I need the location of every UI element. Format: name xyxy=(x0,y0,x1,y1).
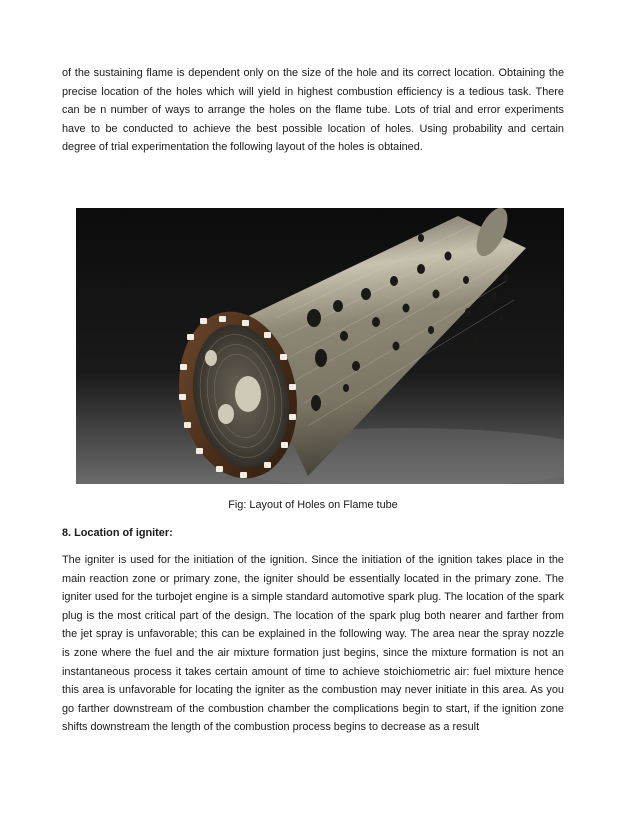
section-heading: 8. Location of igniter: xyxy=(62,527,173,539)
body-paragraph-1: of the sustaining flame is dependent only on the size of the hole and its correct location. Obtaining the precise location of the holes which will yield in highest combustion efficiency is a tedious task. There can be n number of ways to arrange the holes on the flame tube. Lots of trial and error experiments have to be conducted to achieve the best possible location of holes. Using probability and certain degree of trial experimentation the following layout of the holes is obtained. xyxy=(62,67,564,154)
body-paragraph-2: The igniter is used for the initiation of the ignition. Since the initiation of the ignition takes place in the main reaction zone or primary zone, the igniter should be essentially located in the primary zone. The igniter used for the turbojet engine is a simple standard automotive spark plug. The location of the spark plug is the most critical part of the design. The location of the spark plug both nearer and farther from the jet spray is unfavorable; this can be explained in the following way. The area near the spray nozzle is zone where the fuel and the air mixture formation just begins, since the mixture formation is not an instantaneous process it takes certain amount of time to achieve stoichiometric air: fuel mixture hence this area is unfavorable for locating the igniter as the combustion may never initiate in this area. As you go farther downstream of the combustion chamber the complications begin to start, if the ignition zone shifts downstream the length of the combustion process begins to decrease as a result xyxy=(62,554,564,734)
figure-caption: Fig: Layout of Holes on Flame tube xyxy=(228,499,398,511)
flame-tube-figure xyxy=(76,208,564,484)
flame-tube-illustration xyxy=(76,208,564,484)
